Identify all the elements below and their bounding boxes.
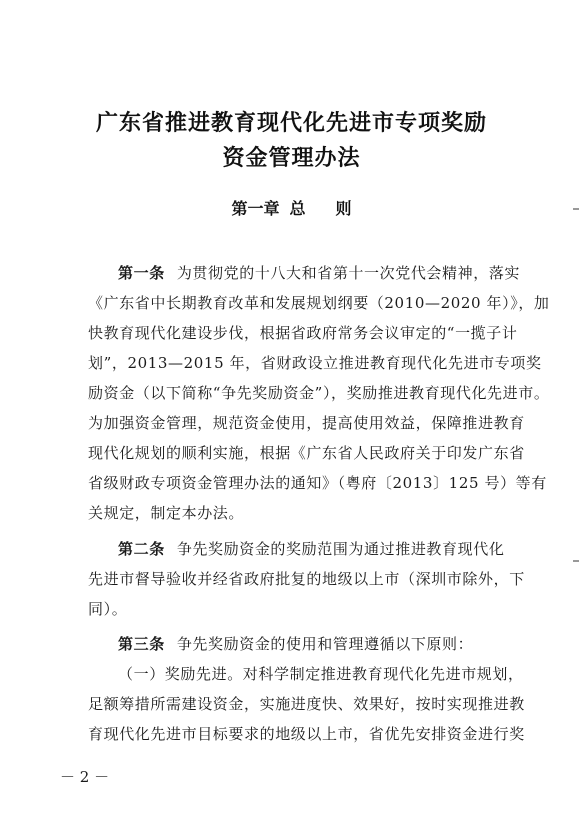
page-number: － 2 － [60,768,110,786]
body-line [88,725,528,743]
body-line [88,444,528,462]
body-text: 争先奖励资金的奖励范围为通过推进教育现代化 [176,540,505,558]
body-line [88,474,547,492]
body-text: 快教育现代化建设步伐，根据省政府常务会议审定的“一揽子计 [88,324,518,342]
body-text: （一）奖励先进。对科学制定推进教育现代化先进市规划， [118,665,524,683]
body-text: 足额筹措所需建设资金，实施进度快、效果好，按时实现推进教 [88,695,525,713]
document-title-line-1: 广东省推进教育现代化先进市专项奖励 [95,111,487,136]
document-title-line-2: 资金管理办法 [222,146,361,171]
scan-edge-mark [573,208,579,210]
body-text: 为贯彻党的十八大和省第十一次党代会精神，落实 [176,264,521,282]
body-line [118,540,528,558]
body-text: 关规定，制定本办法。 [88,504,245,522]
body-text: 同）。 [88,600,128,618]
body-text: 划”，2013—2015 年，省财政设立推进教育现代化先进市专项奖 [88,354,542,372]
body-line [88,570,528,588]
body-line [88,414,528,432]
body-line [88,504,528,522]
chapter-word-1: 总 [289,199,306,218]
body-text: 争先奖励资金的使用和管理遵循以下原则： [176,635,474,653]
article-label: 第二条 [118,540,165,558]
chapter-number: 第一章 [231,199,280,218]
body-text: 育现代化先进市目标要求的地级以上市，省优先安排资金进行奖 [88,725,525,743]
body-text: 《广东省中长期教育改革和发展规划纲要（2010—2020 年）》，加 [88,294,550,312]
body-line [88,384,550,402]
body-line [88,600,528,618]
body-text: 励资金（以下简称“争先奖励资金”），奖励推进教育现代化先进市。 [88,384,550,402]
body-text: 省级财政专项资金管理办法的通知》（粤府〔2013〕125 号）等有 [88,474,547,492]
scan-edge-mark [573,560,579,562]
chapter-word-2: 则 [335,199,352,218]
body-line [118,665,528,683]
article-label: 第一条 [118,264,165,282]
body-line [88,294,550,312]
body-text: 先进市督导验收并经省政府批复的地级以上市（深圳市除外，下 [88,570,525,588]
body-text: 为加强资金管理，规范资金使用，提高使用效益，保障推进教育 [88,414,525,432]
body-line [118,635,528,653]
article-label: 第三条 [118,635,165,653]
body-line [88,695,528,713]
chapter-heading [0,196,583,219]
body-line [118,264,528,282]
body-text: 现代化规划的顺利实施，根据《广东省人民政府关于印发广东省 [88,444,525,462]
body-line [88,354,542,372]
body-line [88,324,528,342]
